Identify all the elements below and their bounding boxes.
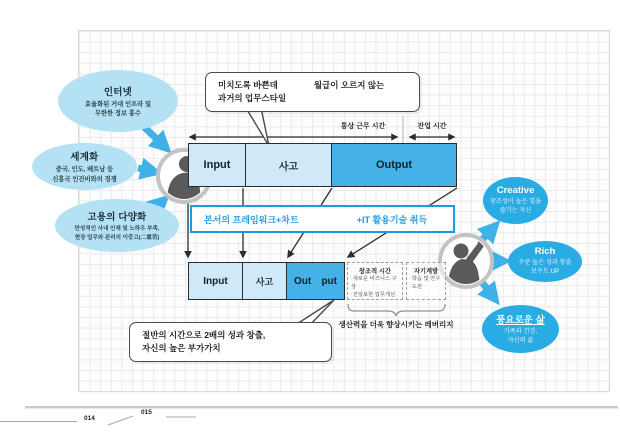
overtime-label: 잔업 시간	[417, 123, 447, 130]
new-output-box	[287, 262, 345, 300]
factor-title: 인터넷	[103, 86, 133, 98]
leverage-brace	[348, 304, 445, 316]
outcome-rich-life	[482, 305, 559, 353]
top-callout-line1: 미치도록 바쁜데 월급이 오르지 않는	[218, 80, 385, 90]
old-workstyle-row	[188, 143, 457, 187]
factor-desc: 효율화된 거대 인프라 및 무한한 정보 홍수	[84, 100, 152, 117]
bottom-callout	[129, 322, 332, 362]
framework-label-left: 본서의 프레임워크+차트	[204, 214, 299, 225]
arrow-globalization	[138, 168, 155, 172]
outcome-desc: 가족과 건강, 자신의 삶	[503, 328, 538, 344]
factor-employment-diversity	[55, 199, 179, 252]
new-thinking-box: 사고	[243, 262, 287, 300]
top-callout	[205, 72, 420, 112]
bottom-callout-line2: 자신의 높은 부가가치	[142, 343, 221, 354]
factor-globalization	[32, 143, 137, 190]
outcome-desc: 창조성이 높은 일을 즐기는 자신	[489, 198, 542, 214]
old-thinking-box: 사고	[246, 143, 332, 187]
old-input-box: Input	[188, 143, 246, 187]
self-development-items: ·학습 및 연구 ·도전	[410, 276, 441, 290]
framework-band	[190, 205, 455, 233]
normal-hours-label: 통상 근무 시간	[340, 123, 386, 130]
page-number-right: 015	[141, 409, 152, 416]
creative-time-items: ·새로운 비즈니스 구상 ·진일보한 업무개선	[351, 276, 397, 298]
bottom-callout-line1: 절반의 시간으로 2배의 성과 창출,	[142, 330, 266, 340]
factor-internet	[58, 70, 178, 132]
creative-time-box	[347, 262, 403, 300]
creative-time-title: 창조적 시간	[358, 268, 392, 275]
outcome-desc: 수준 높은 성과 창출 보수도 UP	[518, 259, 572, 275]
top-callout-line2: 과거의 업무스타일	[218, 93, 287, 104]
new-workstyle-row	[188, 262, 345, 300]
cheering-person-icon	[440, 235, 492, 287]
output-right-half: put	[321, 275, 337, 287]
output-left-half: Out	[294, 275, 312, 287]
factor-title: 고용의 다양화	[87, 212, 147, 224]
old-output-box: Output	[332, 143, 457, 187]
arrow-creative	[481, 226, 495, 241]
outcome-creative	[483, 177, 548, 224]
self-development-title: 자기계발	[413, 268, 439, 275]
framework-label-right: +IT 활용기술 취득	[356, 214, 428, 225]
self-development-box	[406, 262, 446, 300]
page-number-left: 014	[84, 415, 95, 422]
leverage-caption: 생산력을 더욱 향상시키는 레버리지	[338, 320, 454, 329]
arrow-rich-life	[481, 281, 495, 299]
outcome-title: Creative	[496, 185, 535, 197]
factor-desc: 중국, 인도, 베트남 등 신흥국 인건비와의 경쟁	[52, 166, 117, 183]
factor-title: 세계화	[70, 152, 99, 164]
outcome-rich	[508, 241, 582, 282]
outcome-title: 풍요로운 삶	[496, 315, 545, 327]
outcome-title: Rich	[534, 246, 556, 258]
factor-desc: 만성적인 사내 인재 및 노하우 부족, 현장 업무와 관리의 이중고(二重苦)	[74, 226, 160, 241]
new-input-box: Input	[188, 262, 243, 300]
